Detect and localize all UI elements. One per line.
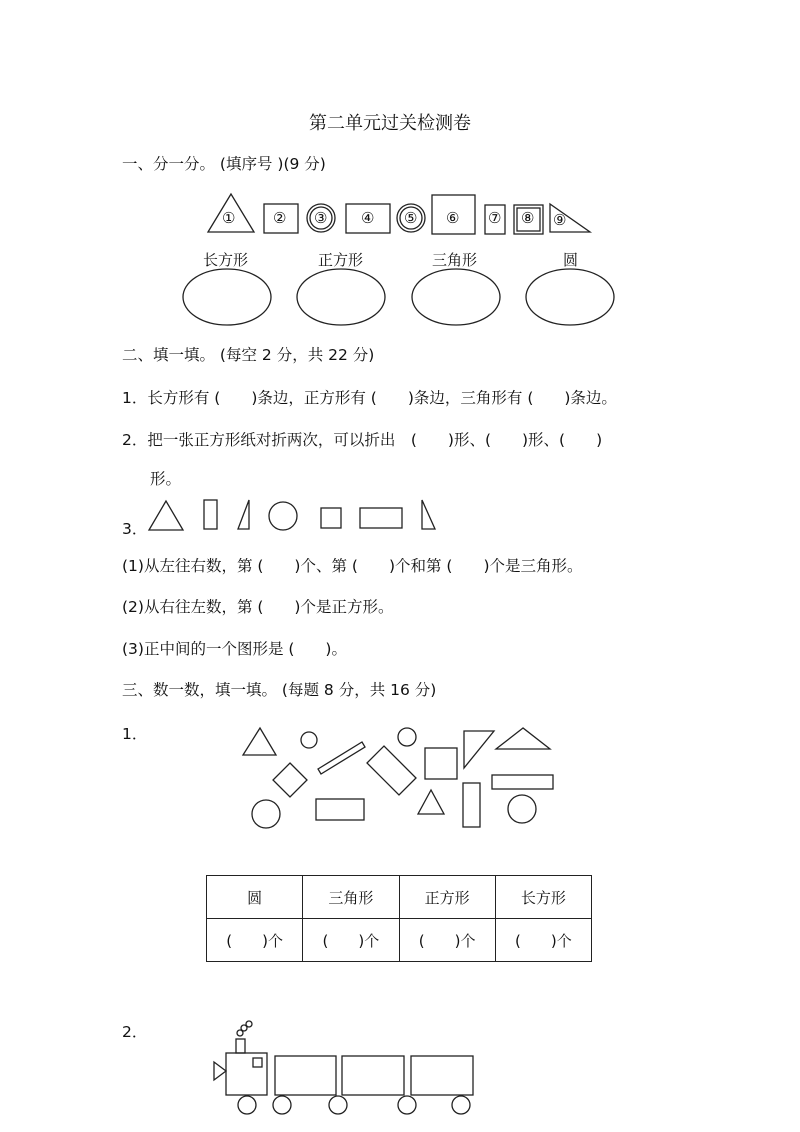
oval-circle: [526, 269, 614, 325]
scatter-square: [425, 748, 457, 779]
shape-number-5: ⑤: [404, 209, 418, 227]
scatter-diamond-square: [273, 763, 307, 797]
shape-number-8: ⑧: [521, 209, 535, 227]
question-3-1-label: 1．: [122, 725, 148, 743]
answer-cell-rectangle[interactable]: ( )个: [495, 919, 591, 962]
table-header-square: 正方形: [399, 876, 495, 919]
question-2-3-label: 3．: [122, 520, 148, 538]
count-table: [206, 875, 592, 962]
q3-tall-rectangle: [204, 500, 217, 529]
shape-number-4: ④: [361, 209, 375, 227]
oval-square: [297, 269, 385, 325]
shape-number-3: ③: [314, 209, 328, 227]
page-title: 第二单元过关检测卷: [309, 113, 471, 134]
q3-circle: [269, 502, 297, 530]
section1-heading: 一、分一分。 (填序号 )(9 分): [122, 155, 326, 173]
scatter-rectangle: [316, 799, 364, 820]
table-answer-row: [207, 919, 592, 962]
answer-cell-circle[interactable]: ( )个: [207, 919, 303, 962]
q3-square: [321, 508, 341, 528]
shape-number-9: ⑨: [553, 211, 567, 229]
category-label-triangle: 三角形: [432, 251, 478, 269]
scatter-triangle-1: [243, 728, 276, 755]
scatter-triangle-3: [418, 790, 444, 814]
q3-small-triangle: [238, 500, 249, 529]
question-2-3-1: (1)从左往右数，第 ( )个、第 ( )个和第 ( )个是三角形。: [122, 557, 583, 575]
q3-triangle: [149, 501, 183, 530]
table-header-row: [207, 876, 592, 919]
scatter-tilted-rectangle: [367, 746, 416, 795]
answer-cell-square[interactable]: ( )个: [399, 919, 495, 962]
question-2-2-cont: 形。: [150, 470, 182, 488]
shape-number-2: ②: [273, 209, 287, 227]
scatter-triangle-2: [496, 728, 550, 749]
question-2-3-2: (2)从右往左数，第 ( )个是正方形。: [122, 598, 394, 616]
question-2-1: 1．长方形有 ( )条边，正方形有 ( )条边，三角形有 ( )条边。: [122, 389, 617, 407]
question-2-3-3: (3)正中间的一个图形是 ( )。: [122, 640, 347, 658]
question-3-2-label: 2．: [122, 1023, 148, 1041]
train-figure: [214, 1021, 473, 1114]
table-header-circle: 圆: [207, 876, 303, 919]
oval-triangle: [412, 269, 500, 325]
scatter-thin-rectangle: [318, 742, 365, 774]
answer-cell-triangle[interactable]: ( )个: [303, 919, 399, 962]
category-label-circle: 圆: [563, 251, 579, 269]
category-label-square: 正方形: [318, 251, 364, 269]
scatter-tall-rectangle: [463, 783, 480, 827]
scatter-small-circle-1: [301, 732, 317, 748]
scatter-right-triangle: [464, 731, 494, 768]
oval-rectangle: [183, 269, 271, 325]
shape-number-6: ⑥: [446, 209, 460, 227]
question-2-2: 2．把一张正方形纸对折两次，可以折出 ( )形、( )形、( ): [122, 431, 603, 449]
scatter-wide-rectangle: [492, 775, 553, 789]
section2-heading: 二、填一填。 (每空 2 分，共 22 分): [122, 346, 375, 364]
scatter-circle-2: [508, 795, 536, 823]
shape-number-1: ①: [222, 209, 236, 227]
q3-right-triangle: [422, 500, 435, 529]
scatter-circle-1: [252, 800, 280, 828]
q3-wide-rectangle: [360, 508, 402, 528]
section3-heading: 三、数一数，填一填。 (每题 8 分，共 16 分): [122, 681, 437, 699]
shape-number-7: ⑦: [488, 209, 502, 227]
category-label-rectangle: 长方形: [203, 251, 249, 269]
table-header-triangle: 三角形: [303, 876, 399, 919]
table-header-rectangle: 长方形: [495, 876, 591, 919]
scatter-small-circle-2: [398, 728, 416, 746]
